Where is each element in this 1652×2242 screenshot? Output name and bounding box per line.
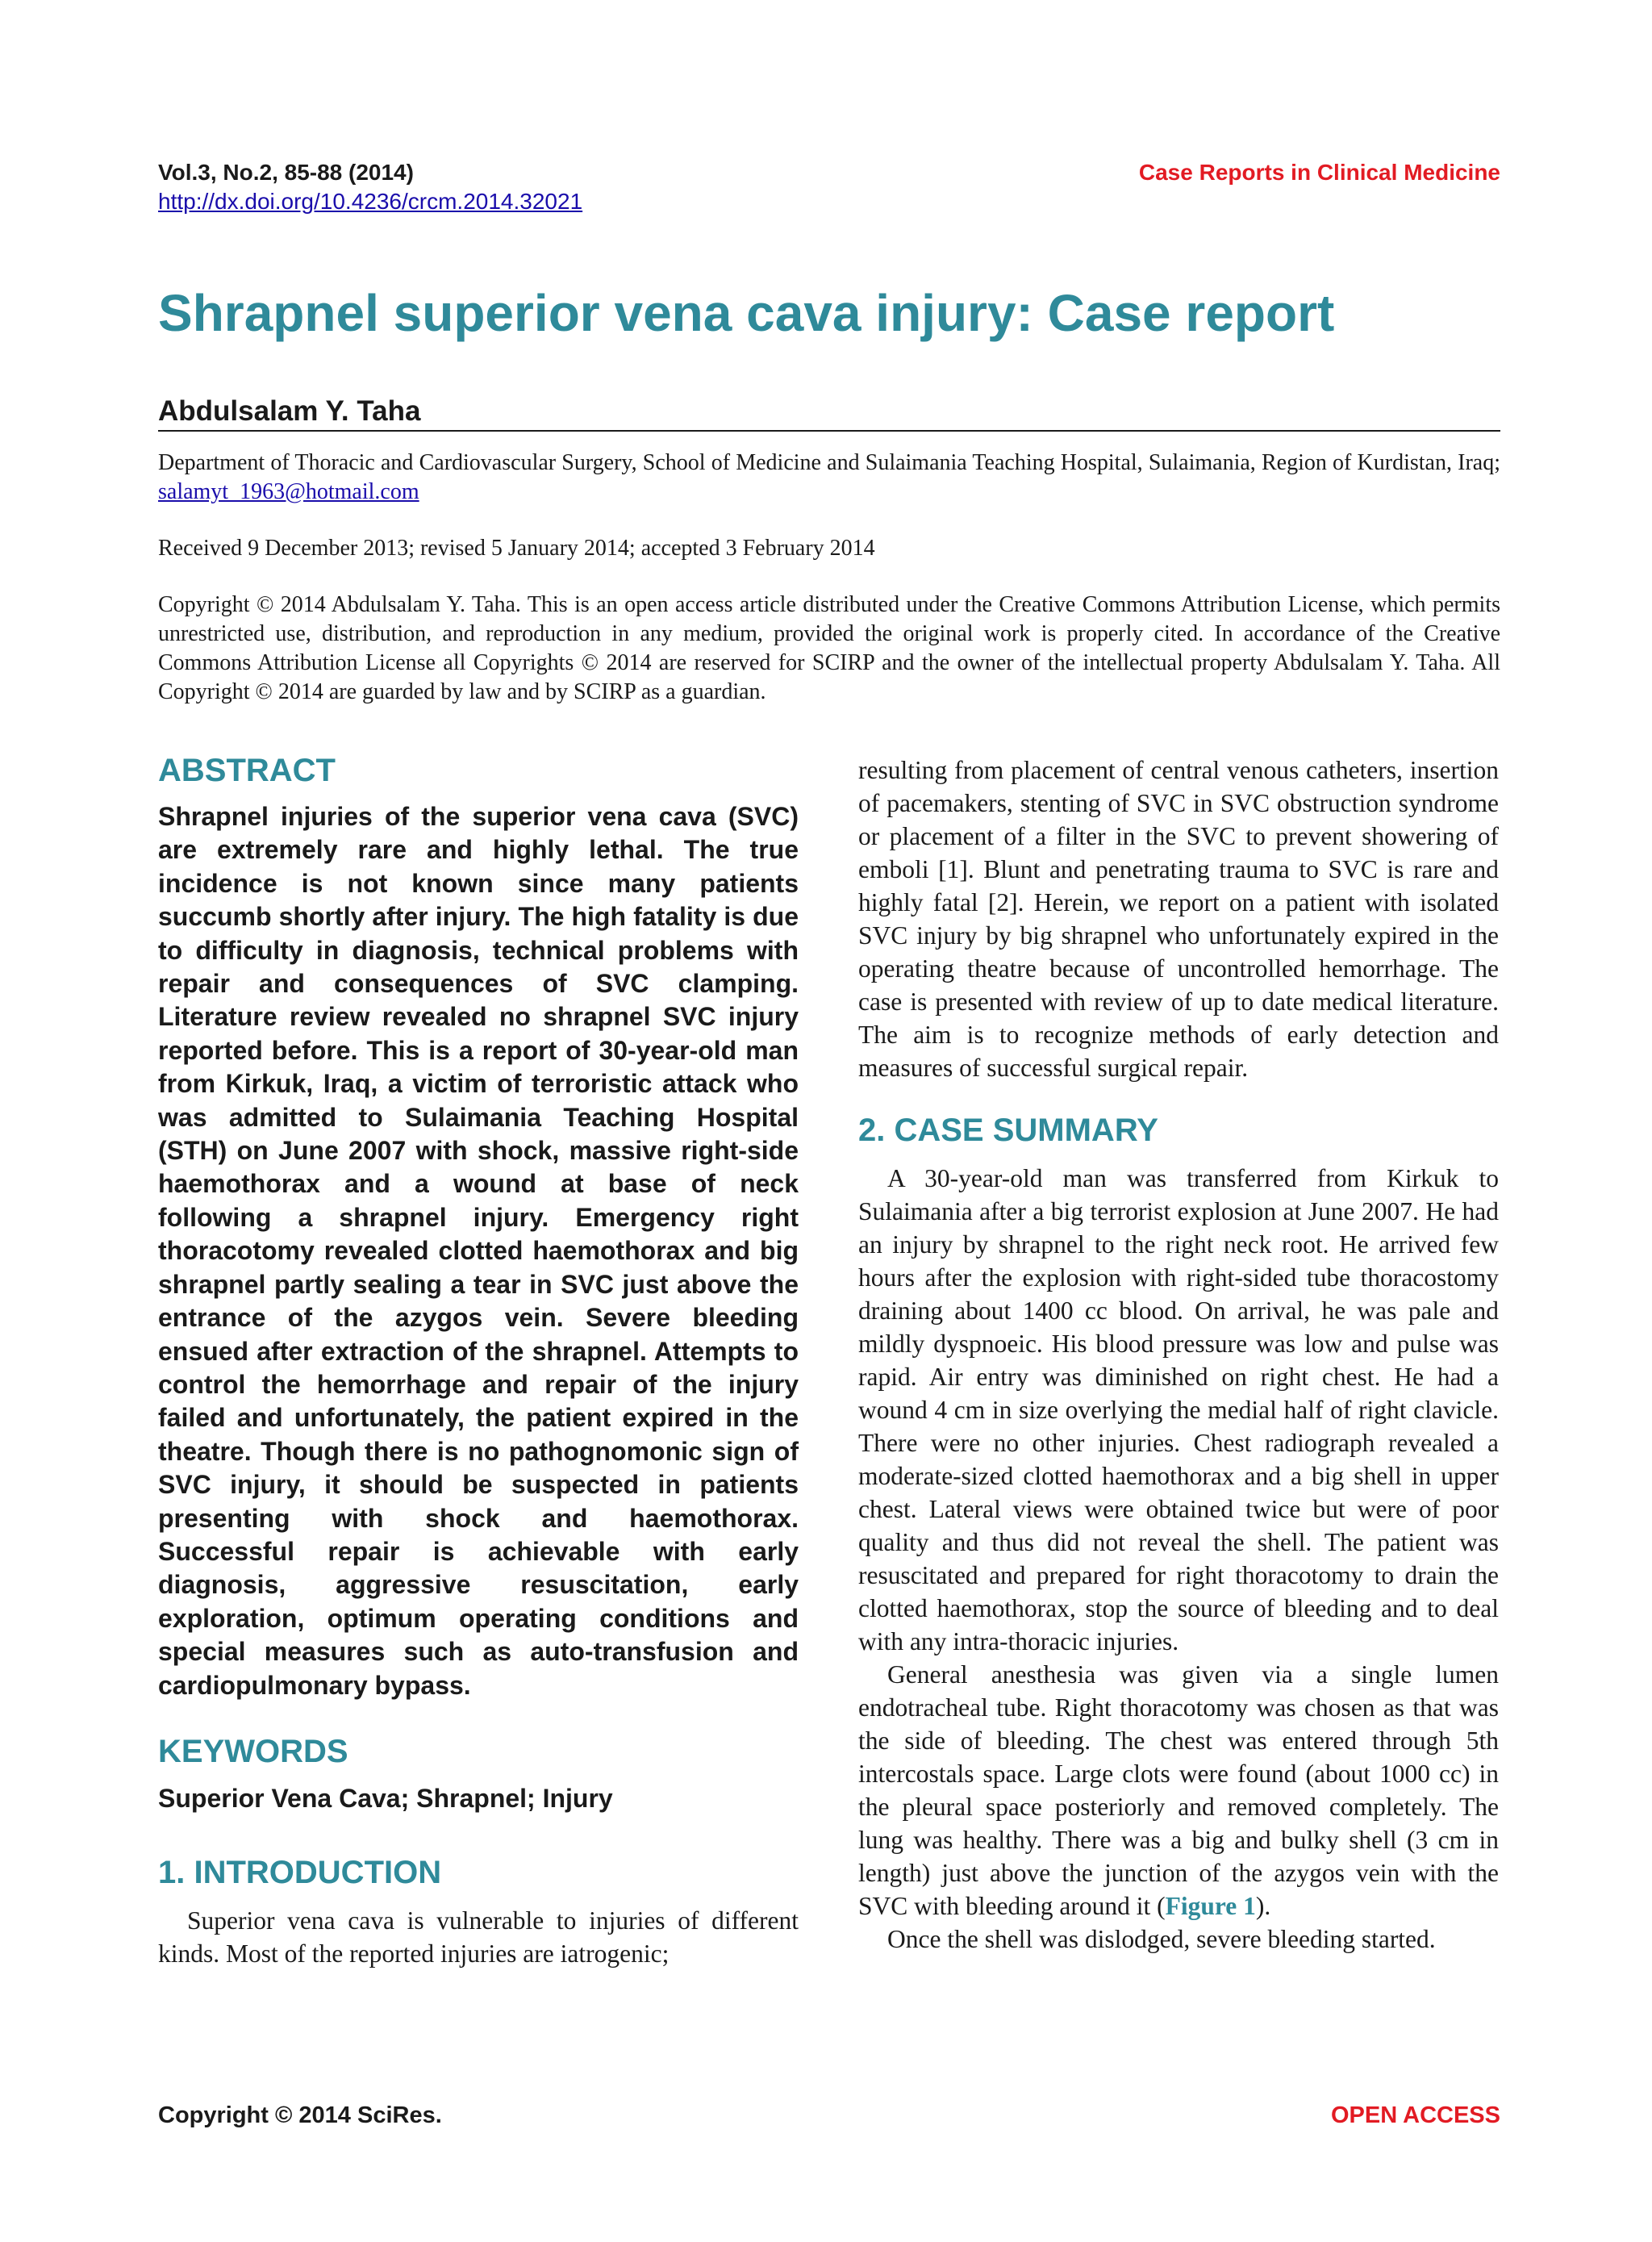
affiliation (158, 449, 1500, 507)
abstract-heading: ABSTRACT (158, 753, 336, 788)
introduction-paragraph-continued: resulting from placement of central venous catheters, insertion of pacemakers, stenting of SVC in SVC obstruction syndrome or placement of a filter in the SVC to prevent showering of emboli [1]. Blunt and penetrating trauma to SVC is rare and highly fatal [2]. Herein, we report on a patient with isolated SVC injury by big shrapnel who unfortunately expired in the operating theatre because of uncontrolled hemorrhage. The case is presented with review of up to date medical literature. The aim is to recognize methods of early detection and measures of successful surgical repair. (858, 756, 1499, 1082)
case-summary-paragraph-3: Once the shell was dislodged, severe bleeding started. (887, 1925, 1436, 1953)
header-citation (158, 158, 582, 216)
case-summary-paragraph-2 (858, 1658, 1499, 1923)
keywords-heading: KEYWORDS (158, 1733, 348, 1769)
left-column (158, 750, 799, 1970)
introduction-paragraph: Superior vena cava is vulnerable to injuries of different kinds. Most of the reported injuries are iatrogenic; (158, 1906, 799, 1968)
author-divider (158, 430, 1500, 432)
abstract-text: Shrapnel injuries of the superior vena cava (SVC) are extremely rare and highly lethal. The true incidence is not known since many patients succumb shortly after injury. The high fatality is due to difficulty in diagnosis, technical problems with repair and consequences of SVC clamping. Literature review revealed no shrapnel SVC injury reported before. This is a report of 30-year-old man from Kirkuk, Iraq, a victim of terroristic attack who was admitted to Sulaimania Teaching Hospital (STH) on June 2007 with shock, massive right-side haemothorax and a wound at base of neck following a shrapnel injury. Emergency right thoracotomy revealed clotted haemothorax and big shrapnel partly sealing a tear in SVC just above the entrance of the azygos vein. Severe bleeding ensued after extraction of the shrapnel. Attempts to control the hemorrhage and repair of the injury failed and unfortunately, the patient expired in the theatre. Though there is no pathognomonic sign of SVC injury, it should be suspected in patients presenting with shock and haemothorax. Successful repair is achievable with early diagnosis, aggressive resuscitation, early exploration, optimum operating conditions and special measures such as auto-transfusion and cardiopulmonary bypass. (158, 802, 799, 1700)
doi-link[interactable]: http://dx.doi.org/10.4236/crcm.2014.32021 (158, 189, 583, 214)
footer-copyright: Copyright © 2014 SciRes. (158, 2102, 442, 2128)
article-title: Shrapnel superior vena cava injury: Case report (158, 284, 1335, 342)
footer-open-access: OPEN ACCESS (1330, 2102, 1500, 2128)
affiliation-text: Department of Thoracic and Cardiovascular Surgery, School of Medicine and Sulaimania Teaching Hospital, Sulaimania, Region of Kurdistan, Iraq; (158, 450, 1500, 475)
received-dates: Received 9 December 2013; revised 5 January 2014; accepted 3 February 2014 (158, 536, 875, 561)
right-column (858, 754, 1499, 1956)
copyright-notice: Copyright © 2014 Abdulsalam Y. Taha. This is an open access article distributed under the Creative Commons Attribution License, which permits unrestricted use, distribution, and reproduction in any medium, provided the original work is properly cited. In accordance of the Creative Commons Attribution License all Copyrights © 2014 are reserved for SCIRP and the owner of the intellectual property Abdulsalam Y. Taha. All Copyright © 2014 are guarded by law and by SCIRP as a guardian. (158, 592, 1500, 704)
volume-info: Vol.3, No.2, 85-88 (2014) (158, 160, 414, 185)
case-summary-heading: 2. CASE SUMMARY (858, 1113, 1158, 1148)
keywords-text: Superior Vena Cava; Shrapnel; Injury (158, 1783, 613, 1813)
introduction-heading: 1. INTRODUCTION (158, 1854, 442, 1890)
email-link[interactable]: salamyt_1963@hotmail.com (158, 479, 419, 504)
figure-1-link[interactable]: Figure 1 (1165, 1892, 1256, 1920)
case-summary-paragraph-2-end: ). (1255, 1892, 1271, 1920)
case-summary-paragraph-2-text: General anesthesia was given via a single lumen endotracheal tube. Right thoracotomy was chosen as that was the side of bleeding. The chest was entered through 5th intercostals space. Large clots were found (about 1000 cc) in the pleural space posteriorly and removed completely. The lung was healthy. There was a big and bulky shell (3 cm in length) just above the junction of the azygos vein with the SVC with bleeding around it ( (858, 1660, 1499, 1920)
journal-name: Case Reports in Clinical Medicine (1138, 160, 1500, 185)
case-summary-paragraph-1: A 30-year-old man was transferred from Kirkuk to Sulaimania after a big terrorist explosion at June 2007. He had an injury by shrapnel to the right neck root. He arrived few hours after the explosion with right-sided tube thoracostomy draining about 1400 cc blood. On arrival, he was pale and mildly dyspnoeic. His blood pressure was low and pulse was rapid. Air entry was diminished on right chest. He had a wound 4 cm in size overlying the medial half of right clavicle. There were no other injuries. Chest radiograph revealed a moderate-sized clotted haemothorax and a big shell in upper chest. Lateral views were obtained twice but were of poor quality and thus did not reveal the shell. The patient was resuscitated and prepared for right thoracotomy to drain the clotted haemothorax, stop the source of bleeding and to deal with any intra-thoracic injuries. (858, 1164, 1499, 1655)
author-name: Abdulsalam Y. Taha (158, 395, 421, 427)
